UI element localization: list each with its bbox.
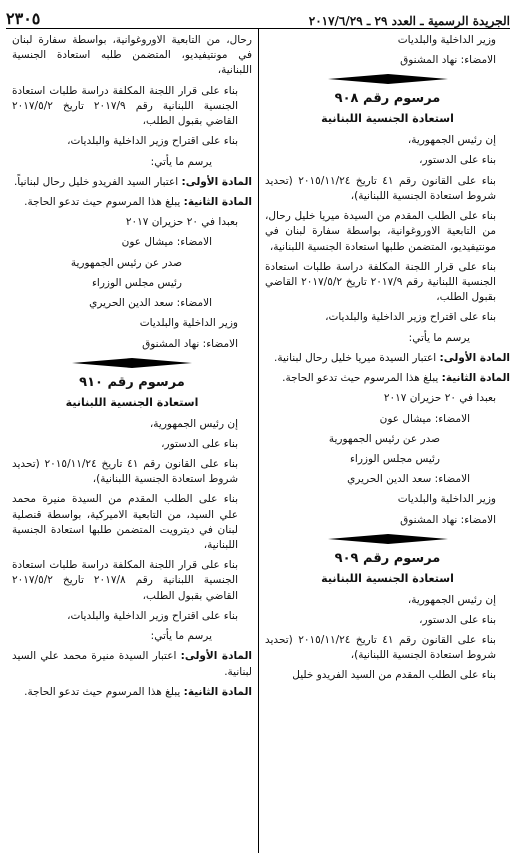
article-text: اعتبار السيد الفريدو خليل رحال لبنانياً. bbox=[13, 175, 179, 188]
minister-title: وزير الداخلية والبلديات bbox=[397, 34, 496, 46]
pm-signature: الامضاء: سعد الدين الحريري bbox=[347, 473, 470, 486]
section-divider bbox=[328, 74, 448, 84]
decree-paragraph: بناء على اقتراح وزير الداخلية والبلديات، bbox=[67, 609, 238, 622]
decree-paragraph: بناء على اقتراح وزير الداخلية والبلديات، bbox=[325, 311, 496, 324]
decree-paragraph: بناء على القانون رقم ٤١ تاريخ ٢٠١٥/١١/٢٤ (تحديد شروط استعادة الجنسية اللبنانية)، bbox=[265, 174, 496, 202]
article-label: المادة الثانية: bbox=[183, 685, 252, 698]
decree-908 bbox=[265, 90, 510, 527]
decree-paragraph: بناء على الدستور، bbox=[419, 154, 496, 167]
decree-paragraph: بناء على قرار اللجنة المكلفة دراسة طلبات استعادة الجنسية اللبنانية رقم ٢٠١٧/٩ تاريخ ٢٠١٧/٥/٢ القاضي بقبول الطلب، bbox=[265, 260, 496, 304]
pm-signature: الامضاء: سعد الدين الحريري bbox=[89, 297, 212, 310]
decree-paragraph: بناء على الدستور، bbox=[419, 613, 496, 626]
decree-paragraph: بناء على الطلب المقدم من السيد الفريدو خليل bbox=[292, 669, 496, 682]
article-1 bbox=[12, 649, 252, 679]
decree-paragraph: إن رئيس الجمهورية، bbox=[407, 593, 496, 606]
decree-title: مرسوم رقم ٩١٠ bbox=[79, 374, 185, 390]
article-1 bbox=[12, 175, 252, 190]
pm-title: رئيس مجلس الوزراء bbox=[91, 276, 182, 289]
decree-909 bbox=[265, 550, 510, 684]
decree-paragraph: بناء على القانون رقم ٤١ تاريخ ٢٠١٥/١١/٢٤ (تحديد شروط استعادة الجنسية اللبنانية)، bbox=[265, 634, 496, 662]
issued-by: صدر عن رئيس الجمهورية bbox=[70, 256, 182, 269]
decree-date: بعبدا في ٢٠ حزيران ٢٠١٧ bbox=[383, 392, 496, 405]
article-text: اعتبار السيدة منيرة محمد علي السيد لبنانية. bbox=[12, 650, 252, 678]
article-label: المادة الأولى: bbox=[181, 175, 252, 188]
decree-paragraph: بناء على قرار اللجنة المكلفة دراسة طلبات استعادة الجنسية اللبنانية رقم ٢٠١٧/٩ تاريخ ٢٠١٧/٥/٢ القاضي بقبول الطلب، bbox=[12, 84, 238, 128]
left-column bbox=[12, 29, 258, 853]
article-text: يبلغ هذا المرسوم حيث تدعو الحاجة. bbox=[24, 685, 181, 698]
columns bbox=[6, 29, 510, 853]
minister-title: وزير الداخلية والبلديات bbox=[397, 493, 496, 506]
president-signature: الامضاء: ميشال عون bbox=[121, 236, 212, 249]
article-text: يبلغ هذا المرسوم حيث تدعو الحاجة. bbox=[282, 372, 439, 385]
decree-subtitle: استعادة الجنسية اللبنانية bbox=[321, 571, 454, 585]
decree-paragraph: إن رئيس الجمهورية، bbox=[149, 417, 238, 430]
article-2 bbox=[265, 371, 510, 386]
decree-paragraph: بناء على الطلب المقدم من السيدة ميريا خليل رحال، من التابعية الاوروغوانية، بواسطة سفارة لبنان في مونتيفيديو، المتضمن طلبها استعادة الجنسية اللبنانية، bbox=[265, 210, 496, 253]
article-label: المادة الأولى: bbox=[439, 351, 510, 364]
decree-paragraph: يرسم ما يأتي: bbox=[150, 630, 212, 643]
president-signature: الامضاء: ميشال عون bbox=[379, 412, 470, 425]
decree-paragraph: إن رئيس الجمهورية، bbox=[407, 134, 496, 147]
decree-paragraph: رحال، من التابعية الاوروغوانية، بواسطة سفارة لبنان في مونتيفيديو، المتضمن طلبه استعادة الجنسية اللبنانية، bbox=[12, 34, 252, 77]
minister-signature: الامضاء: نهاد المشنوق bbox=[400, 513, 496, 526]
decree-title: مرسوم رقم ٩٠٨ bbox=[334, 91, 441, 107]
header-title: الجريدة الرسمية ـ العدد ٢٩ ـ ٢٠١٧/٦/٢٩ bbox=[308, 14, 510, 28]
page-number: ٢٣٠٥ bbox=[6, 9, 41, 28]
article-label: المادة الأولى: bbox=[180, 650, 252, 663]
minister-signature: الامضاء: نهاد المشنوق bbox=[400, 54, 496, 67]
pm-title: رئيس مجلس الوزراء bbox=[349, 452, 440, 465]
decree-paragraph: يرسم ما يأتي: bbox=[408, 331, 470, 344]
article-text: يبلغ هذا المرسوم حيث تدعو الحاجة. bbox=[24, 195, 181, 208]
decree-subtitle: استعادة الجنسية اللبنانية bbox=[65, 395, 199, 409]
article-text: اعتبار السيدة ميريا خليل رحال لبنانية. bbox=[274, 351, 437, 364]
decree-subtitle: استعادة الجنسية اللبنانية bbox=[321, 112, 454, 126]
article-label: المادة الثانية: bbox=[441, 372, 510, 385]
right-column bbox=[258, 29, 510, 853]
article-1 bbox=[265, 351, 510, 366]
page-header bbox=[6, 6, 510, 29]
issued-by: صدر عن رئيس الجمهورية bbox=[328, 432, 440, 445]
decree-paragraph: يرسم ما يأتي: bbox=[150, 155, 212, 168]
decree-paragraph: بناء على اقتراح وزير الداخلية والبلديات، bbox=[67, 135, 238, 148]
decree-910 bbox=[12, 374, 252, 700]
decree-paragraph: بناء على القانون رقم ٤١ تاريخ ٢٠١٥/١١/٢٤ (تحديد شروط استعادة الجنسية اللبنانية)، bbox=[12, 457, 238, 486]
decree-paragraph: بناء على الدستور، bbox=[161, 437, 238, 450]
article-2 bbox=[12, 195, 252, 210]
minister-signature: الامضاء: نهاد المشنوق bbox=[142, 337, 238, 350]
decree-paragraph: بناء على قرار اللجنة المكلفة دراسة طلبات استعادة الجنسية اللبنانية رقم ٢٠١٧/٨ تاريخ ٢٠١٧/٥/٢ القاضي بقبول الطلب، bbox=[12, 559, 238, 602]
decree-date: بعبدا في ٢٠ حزيران ٢٠١٧ bbox=[125, 216, 238, 229]
article-label: المادة الثانية: bbox=[183, 195, 252, 208]
article-2 bbox=[12, 685, 252, 700]
section-divider bbox=[328, 534, 448, 544]
decree-paragraph: بناء على الطلب المقدم من السيدة منيرة محمد علي السيد، من التابعية الاميركية، بواسطة قنصلية لبنان في ديترويت المتضمن طلبها استعادة الجنسية اللبنانية، bbox=[12, 493, 238, 552]
section-divider bbox=[72, 358, 192, 368]
decree-title: مرسوم رقم ٩٠٩ bbox=[334, 550, 441, 566]
minister-title: وزير الداخلية والبلديات bbox=[139, 317, 238, 330]
